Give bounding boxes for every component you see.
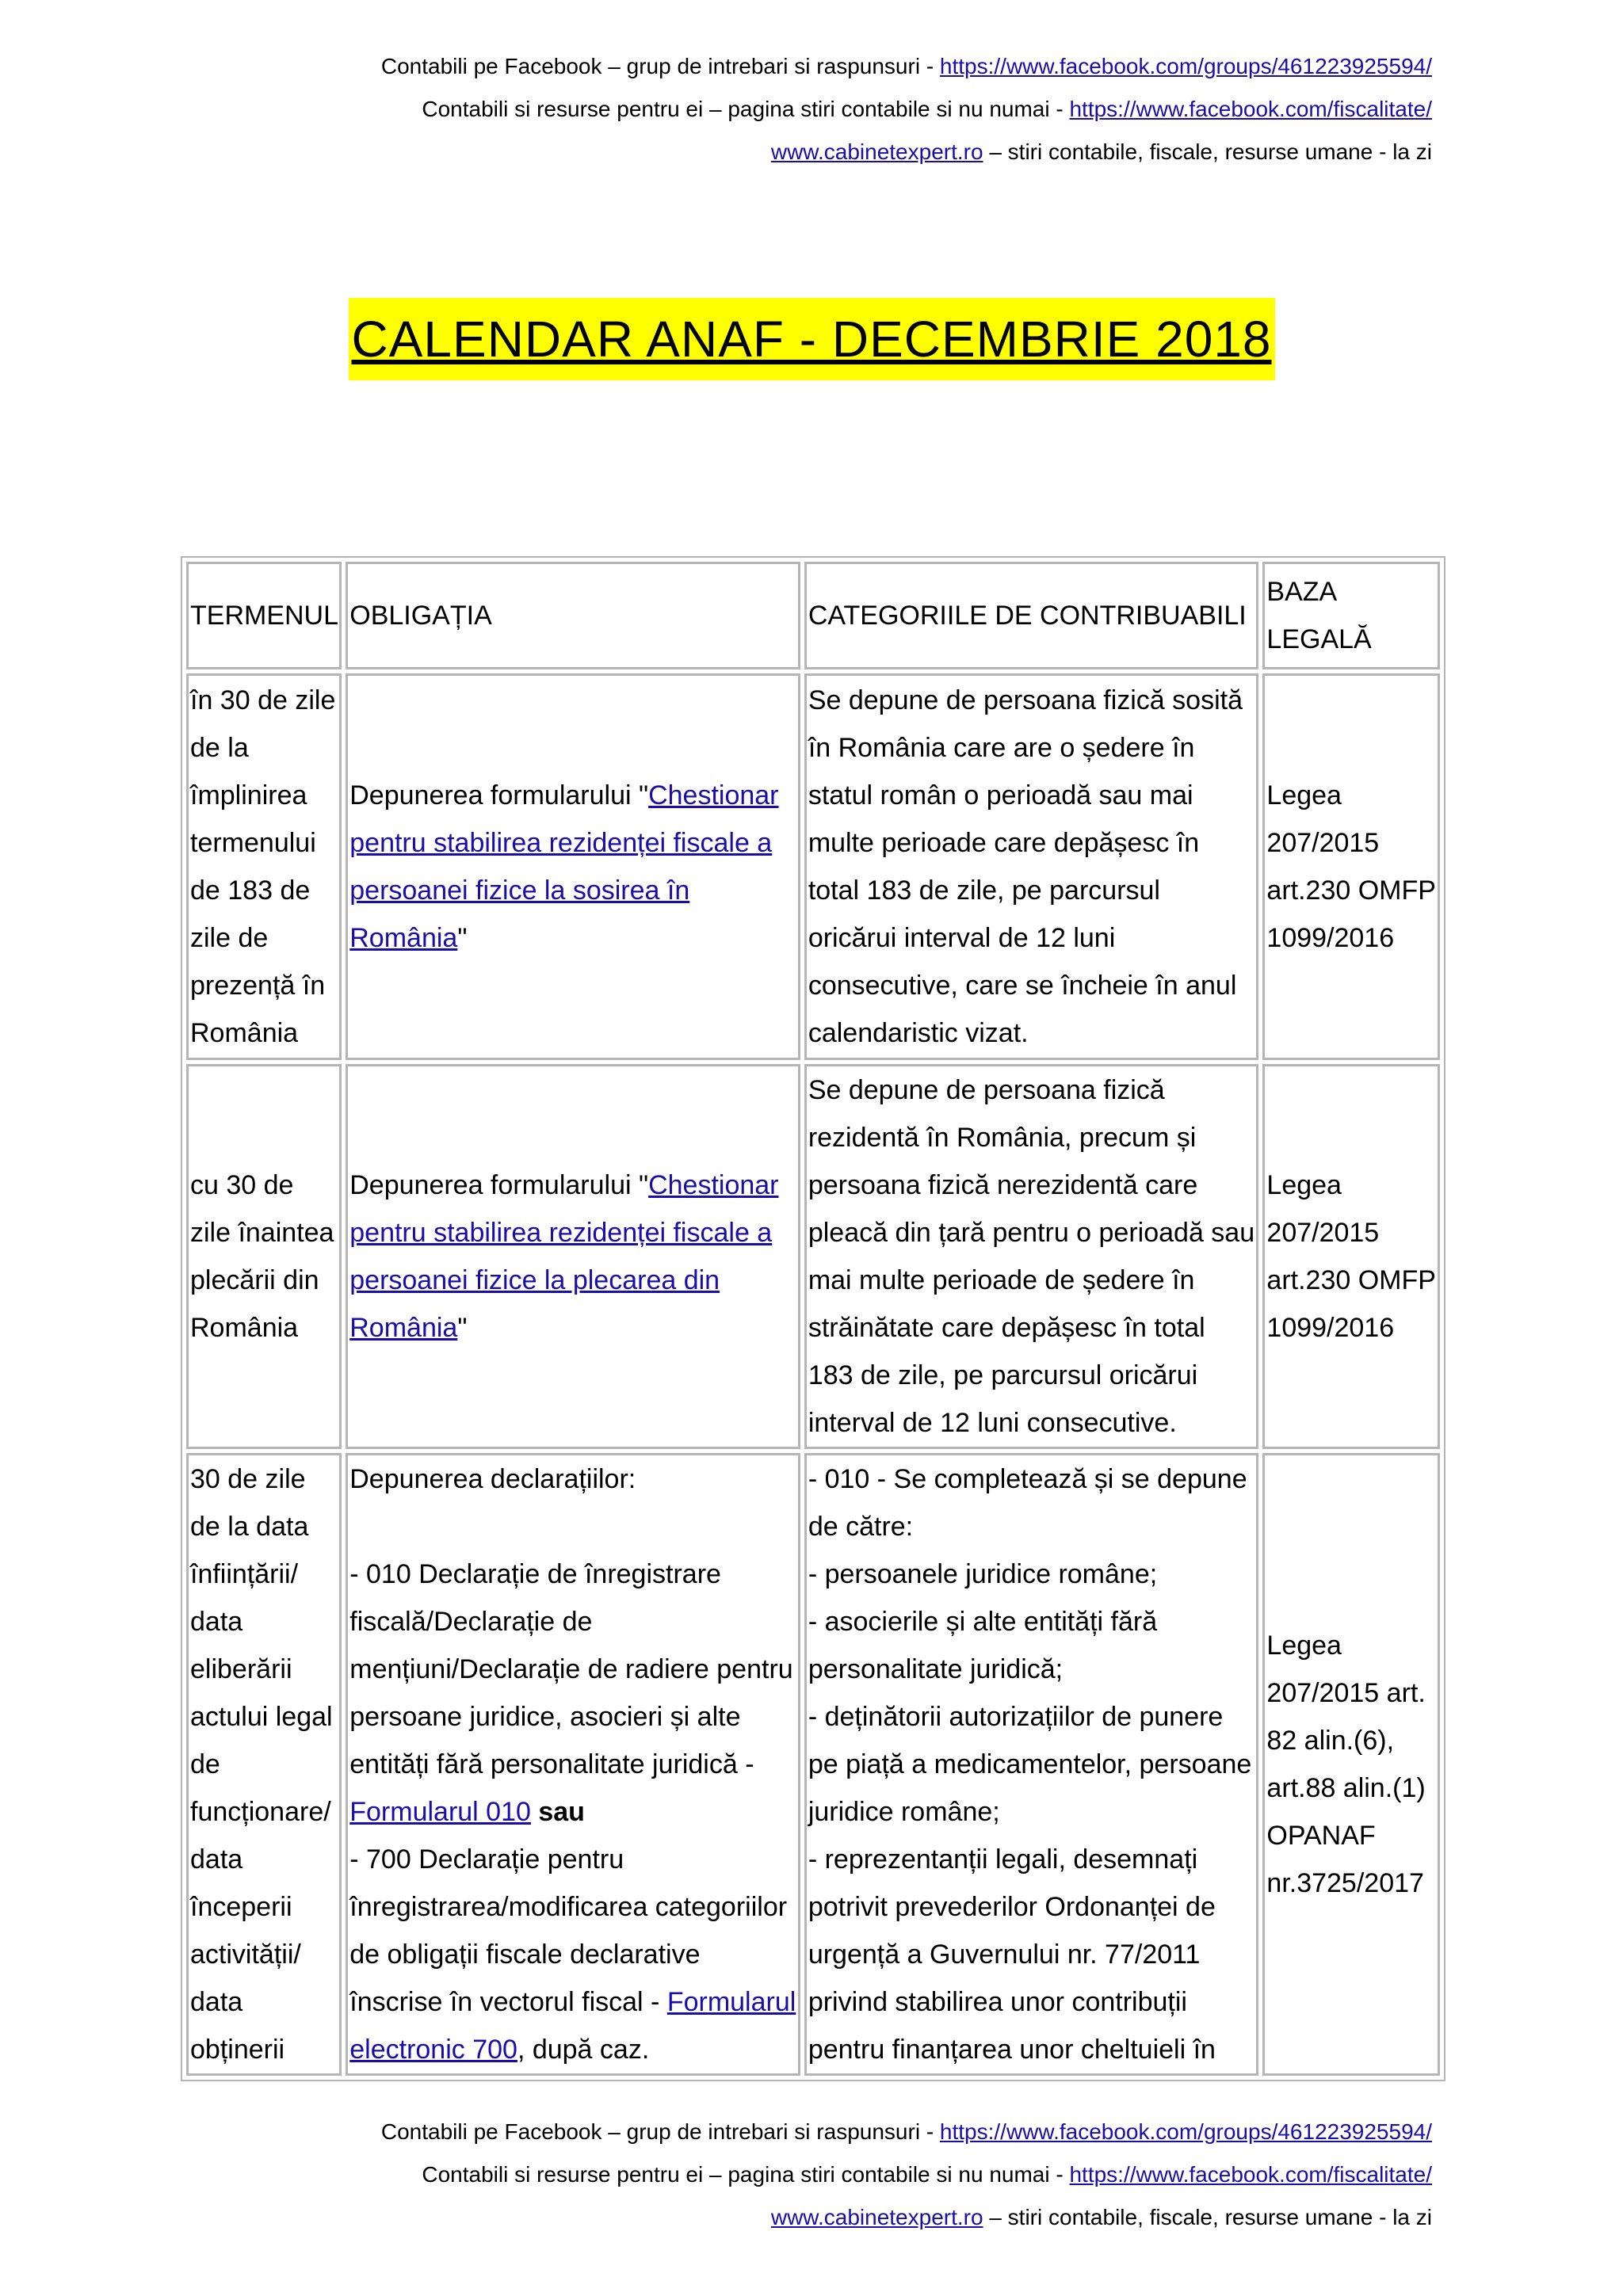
chestionar-sosire-link[interactable]: Chestionar pentru stabilirea rezidenței fiscale a persoanei fizice la sosirea în România (349, 780, 779, 953)
table-row (186, 1064, 1440, 1449)
header-line-website: www.cabinetexpert.ro – stiri contabile, fiscale, resurse umane - la zi (770, 139, 1432, 164)
website-link[interactable]: www.cabinetexpert.ro (770, 139, 983, 164)
formular-010-link[interactable]: Formularul 010 (349, 1797, 531, 1827)
table-row (186, 673, 1440, 1060)
footer-line-facebook-group: Contabili pe Facebook – grup de intrebari si raspunsuri - https://www.facebook.com/groups/461223925594/ (380, 2119, 1432, 2144)
calendar-table (181, 556, 1445, 2081)
header-line-facebook-page: Contabili si resurse pentru ei – pagina stiri contabile si nu numai - https://www.facebook.com/fiscalitate/ (422, 97, 1432, 121)
facebook-group-link[interactable]: https://www.facebook.com/groups/461223925594/ (939, 54, 1432, 78)
footer-facebook-group-link[interactable]: https://www.facebook.com/groups/461223925594/ (939, 2119, 1432, 2144)
row2-baza-legala: Legea 207/2015 art.230 OMFP 1099/2016 (1262, 1064, 1440, 1449)
row2-termen: cu 30 de zile înaintea plecării din România (186, 1064, 342, 1449)
row3-categorii (804, 1453, 1259, 2076)
header-termen: TERMENUL (186, 562, 342, 669)
header-obligatia: OBLIGAȚIA (346, 562, 800, 669)
footer-line-website: www.cabinetexpert.ro – stiri contabile, fiscale, resurse umane - la zi (770, 2205, 1432, 2229)
footer-facebook-page-link[interactable]: https://www.facebook.com/fiscalitate/ (1069, 2162, 1432, 2187)
row1-obligatia: Depunerea formularului "Chestionar pentru stabilirea rezidenței fiscale a persoanei fizice la sosirea în România" (346, 673, 800, 1060)
header-line-facebook-group: Contabili pe Facebook – grup de intrebari si raspunsuri - https://www.facebook.com/groups/461223925594/ (380, 54, 1432, 78)
row1-categorii: Se depune de persoana fizică sosită în România care are o ședere în statul român o perioadă sau mai multe perioade care depășesc în total 183 de zile, pe parcursul oricărui interval de 12 luni consecutive, care se încheie în anul calendaristic vizat. (804, 673, 1259, 1060)
footer-website-link[interactable]: www.cabinetexpert.ro (770, 2205, 983, 2229)
row2-obligatia: Depunerea formularului "Chestionar pentru stabilirea rezidenței fiscale a persoanei fizice la plecarea din România" (346, 1064, 800, 1449)
header-categorii: CATEGORIILE DE CONTRIBUABILI (804, 562, 1259, 669)
page-header (381, 45, 1432, 174)
page-title: CALENDAR ANAF - DECEMBRIE 2018 (349, 298, 1275, 380)
list-item: - asocierile și alte entități fără personalitate juridică; (808, 1607, 1158, 1684)
footer-line-facebook-page: Contabili si resurse pentru ei – pagina stiri contabile si nu numai - https://www.facebook.com/fiscalitate/ (422, 2162, 1432, 2187)
list-item: - persoanele juridice române; (808, 1559, 1158, 1589)
row1-termen: în 30 de zile de la împlinirea termenului de 183 de zile de prezență în România (186, 673, 342, 1060)
title-wrapper (0, 298, 1623, 380)
table-row (186, 1453, 1440, 2076)
facebook-page-link[interactable]: https://www.facebook.com/fiscalitate/ (1069, 97, 1432, 121)
list-item: - deținătorii autorizațiilor de punere pe piață a medicamentelor, persoane juridice române; (808, 1702, 1252, 1827)
header-baza-legala: BAZA LEGALĂ (1262, 562, 1440, 669)
row1-baza-legala: Legea 207/2015 art.230 OMFP 1099/2016 (1262, 673, 1440, 1060)
formular-700-link[interactable]: Formularul electronic 700 (349, 1987, 796, 2065)
list-item: - reprezentanții legali, desemnați potrivit prevederilor Ordonanței de urgență a Guvernului nr. 77/2011 privind stabilirea unor contribuții pentru finanțarea unor cheltuieli în (808, 1844, 1216, 2065)
row2-categorii: Se depune de persoana fizică rezidentă în România, precum și persoana fizică nerezidentă care pleacă din țară pentru o perioadă sau mai multe perioade de ședere în străinătate care depășesc în total 183 de zile, pe parcursul oricărui interval de 12 luni consecutive. (804, 1064, 1259, 1449)
row3-obligatia: Depunerea declarațiilor: - 010 Declarație de înregistrare fiscală/Declarație de mențiuni/Declarație de radiere pentru persoane juridice, asocieri și alte entități fără personalitate juridică - Formularul 010 sau - 700 Declarație pentru înregistrarea/modificarea categoriilor de obligații fiscale declarative înscrise în vectorul fiscal - Formularul electronic 700, după caz. (346, 1453, 800, 2076)
page-footer (381, 2111, 1432, 2239)
table-header-row (186, 562, 1440, 669)
list-item: - 010 - Se completează și se depune de către: (808, 1464, 1247, 1542)
row3-termen: 30 de zile de la data înființării/ data eliberării actului legal de funcționare/ data începerii activității/ data obținerii (186, 1453, 342, 2076)
chestionar-plecare-link[interactable]: Chestionar pentru stabilirea rezidenței fiscale a persoanei fizice la plecarea din România (349, 1170, 779, 1343)
row3-baza-legala: Legea 207/2015 art. 82 alin.(6), art.88 alin.(1) OPANAF nr.3725/2017 (1262, 1453, 1440, 2076)
